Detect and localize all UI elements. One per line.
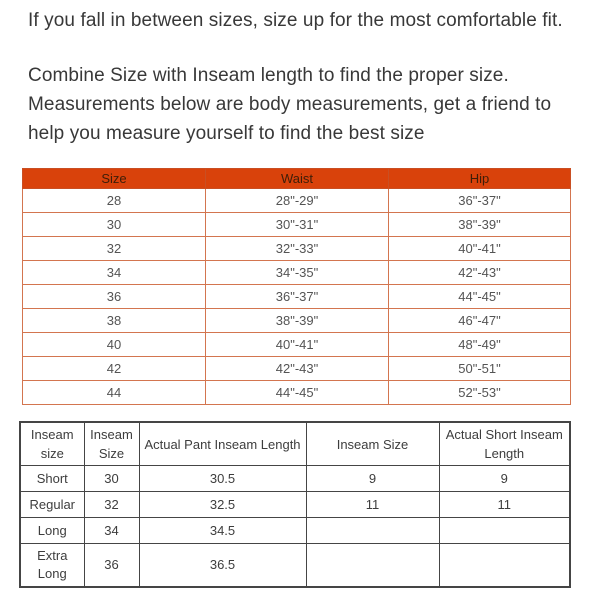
inseam-chart-row	[20, 492, 570, 518]
size-column-header: Size	[23, 169, 206, 189]
pant-inseam-length-cell: 34.5	[139, 518, 306, 544]
size-chart-row	[23, 261, 571, 285]
measure-instructions-paragraph: Combine Size with Inseam length to find the proper size. Measurements below are body measurements, get a friend to help you measure yourself to find the best size	[28, 65, 552, 144]
size-cell: 30	[23, 213, 206, 237]
waist-cell: 32"-33"	[206, 237, 389, 261]
size-chart-row	[23, 285, 571, 309]
inseam-size-label-cell: Long	[20, 518, 84, 544]
size-chart-row	[23, 333, 571, 357]
waist-cell: 40"-41"	[206, 333, 389, 357]
inseam-size-label-cell: Regular	[20, 492, 84, 518]
inseam-size-number-cell: 30	[84, 466, 139, 492]
waist-cell: 30"-31"	[206, 213, 389, 237]
size-chart-header-row	[23, 169, 571, 189]
size-cell: 42	[23, 357, 206, 381]
waist-cell: 28"-29"	[206, 189, 389, 213]
fit-note-paragraph: If you fall in between sizes, size up for the most comfortable fit.	[28, 10, 563, 31]
size-cell: 32	[23, 237, 206, 261]
size-cell: 28	[23, 189, 206, 213]
size-cell: 36	[23, 285, 206, 309]
hip-cell: 52"-53"	[389, 381, 571, 405]
size-cell: 40	[23, 333, 206, 357]
pant-inseam-length-cell: 36.5	[139, 544, 306, 588]
short-inseam-length-cell: 11	[439, 492, 570, 518]
size-chart-table	[22, 168, 571, 405]
short-inseam-size-cell: 9	[306, 466, 439, 492]
hip-cell: 48"-49"	[389, 333, 571, 357]
size-chart-row	[23, 189, 571, 213]
hip-cell: 46"-47"	[389, 309, 571, 333]
short-inseam-size-header: Inseam Size	[306, 422, 439, 466]
short-inseam-length-cell: 9	[439, 466, 570, 492]
hip-cell: 42"-43"	[389, 261, 571, 285]
inseam-size-label-header: Inseam size	[20, 422, 84, 466]
size-chart-row	[23, 357, 571, 381]
size-cell: 34	[23, 261, 206, 285]
waist-cell: 34"-35"	[206, 261, 389, 285]
size-chart-row	[23, 381, 571, 405]
waist-cell: 42"-43"	[206, 357, 389, 381]
inseam-chart-row	[20, 518, 570, 544]
short-inseam-size-cell: 11	[306, 492, 439, 518]
short-inseam-size-cell	[306, 544, 439, 588]
hip-column-header: Hip	[389, 169, 571, 189]
size-cell: 38	[23, 309, 206, 333]
actual-pant-inseam-length-header: Actual Pant Inseam Length	[139, 422, 306, 466]
pant-inseam-length-cell: 30.5	[139, 466, 306, 492]
hip-cell: 50"-51"	[389, 357, 571, 381]
size-chart-row	[23, 237, 571, 261]
hip-cell: 38"-39"	[389, 213, 571, 237]
size-chart-row	[23, 213, 571, 237]
short-inseam-length-cell	[439, 518, 570, 544]
inseam-size-number-cell: 32	[84, 492, 139, 518]
waist-cell: 38"-39"	[206, 309, 389, 333]
inseam-size-label-cell: Extra Long	[20, 544, 84, 588]
waist-cell: 36"-37"	[206, 285, 389, 309]
actual-short-inseam-length-header: Actual Short Inseam Length	[439, 422, 570, 466]
inseam-chart-row	[20, 466, 570, 492]
pant-inseam-length-cell: 32.5	[139, 492, 306, 518]
inseam-size-number-cell: 34	[84, 518, 139, 544]
inseam-size-number-cell: 36	[84, 544, 139, 588]
short-inseam-size-cell	[306, 518, 439, 544]
inseam-chart-header-row	[20, 422, 570, 466]
size-chart-row	[23, 309, 571, 333]
size-cell: 44	[23, 381, 206, 405]
inseam-size-number-header: Inseam Size	[84, 422, 139, 466]
waist-column-header: Waist	[206, 169, 389, 189]
hip-cell: 40"-41"	[389, 237, 571, 261]
waist-cell: 44"-45"	[206, 381, 389, 405]
short-inseam-length-cell	[439, 544, 570, 588]
inseam-chart-row	[20, 544, 570, 588]
hip-cell: 36"-37"	[389, 189, 571, 213]
hip-cell: 44"-45"	[389, 285, 571, 309]
inseam-chart-table	[19, 421, 571, 588]
inseam-size-label-cell: Short	[20, 466, 84, 492]
